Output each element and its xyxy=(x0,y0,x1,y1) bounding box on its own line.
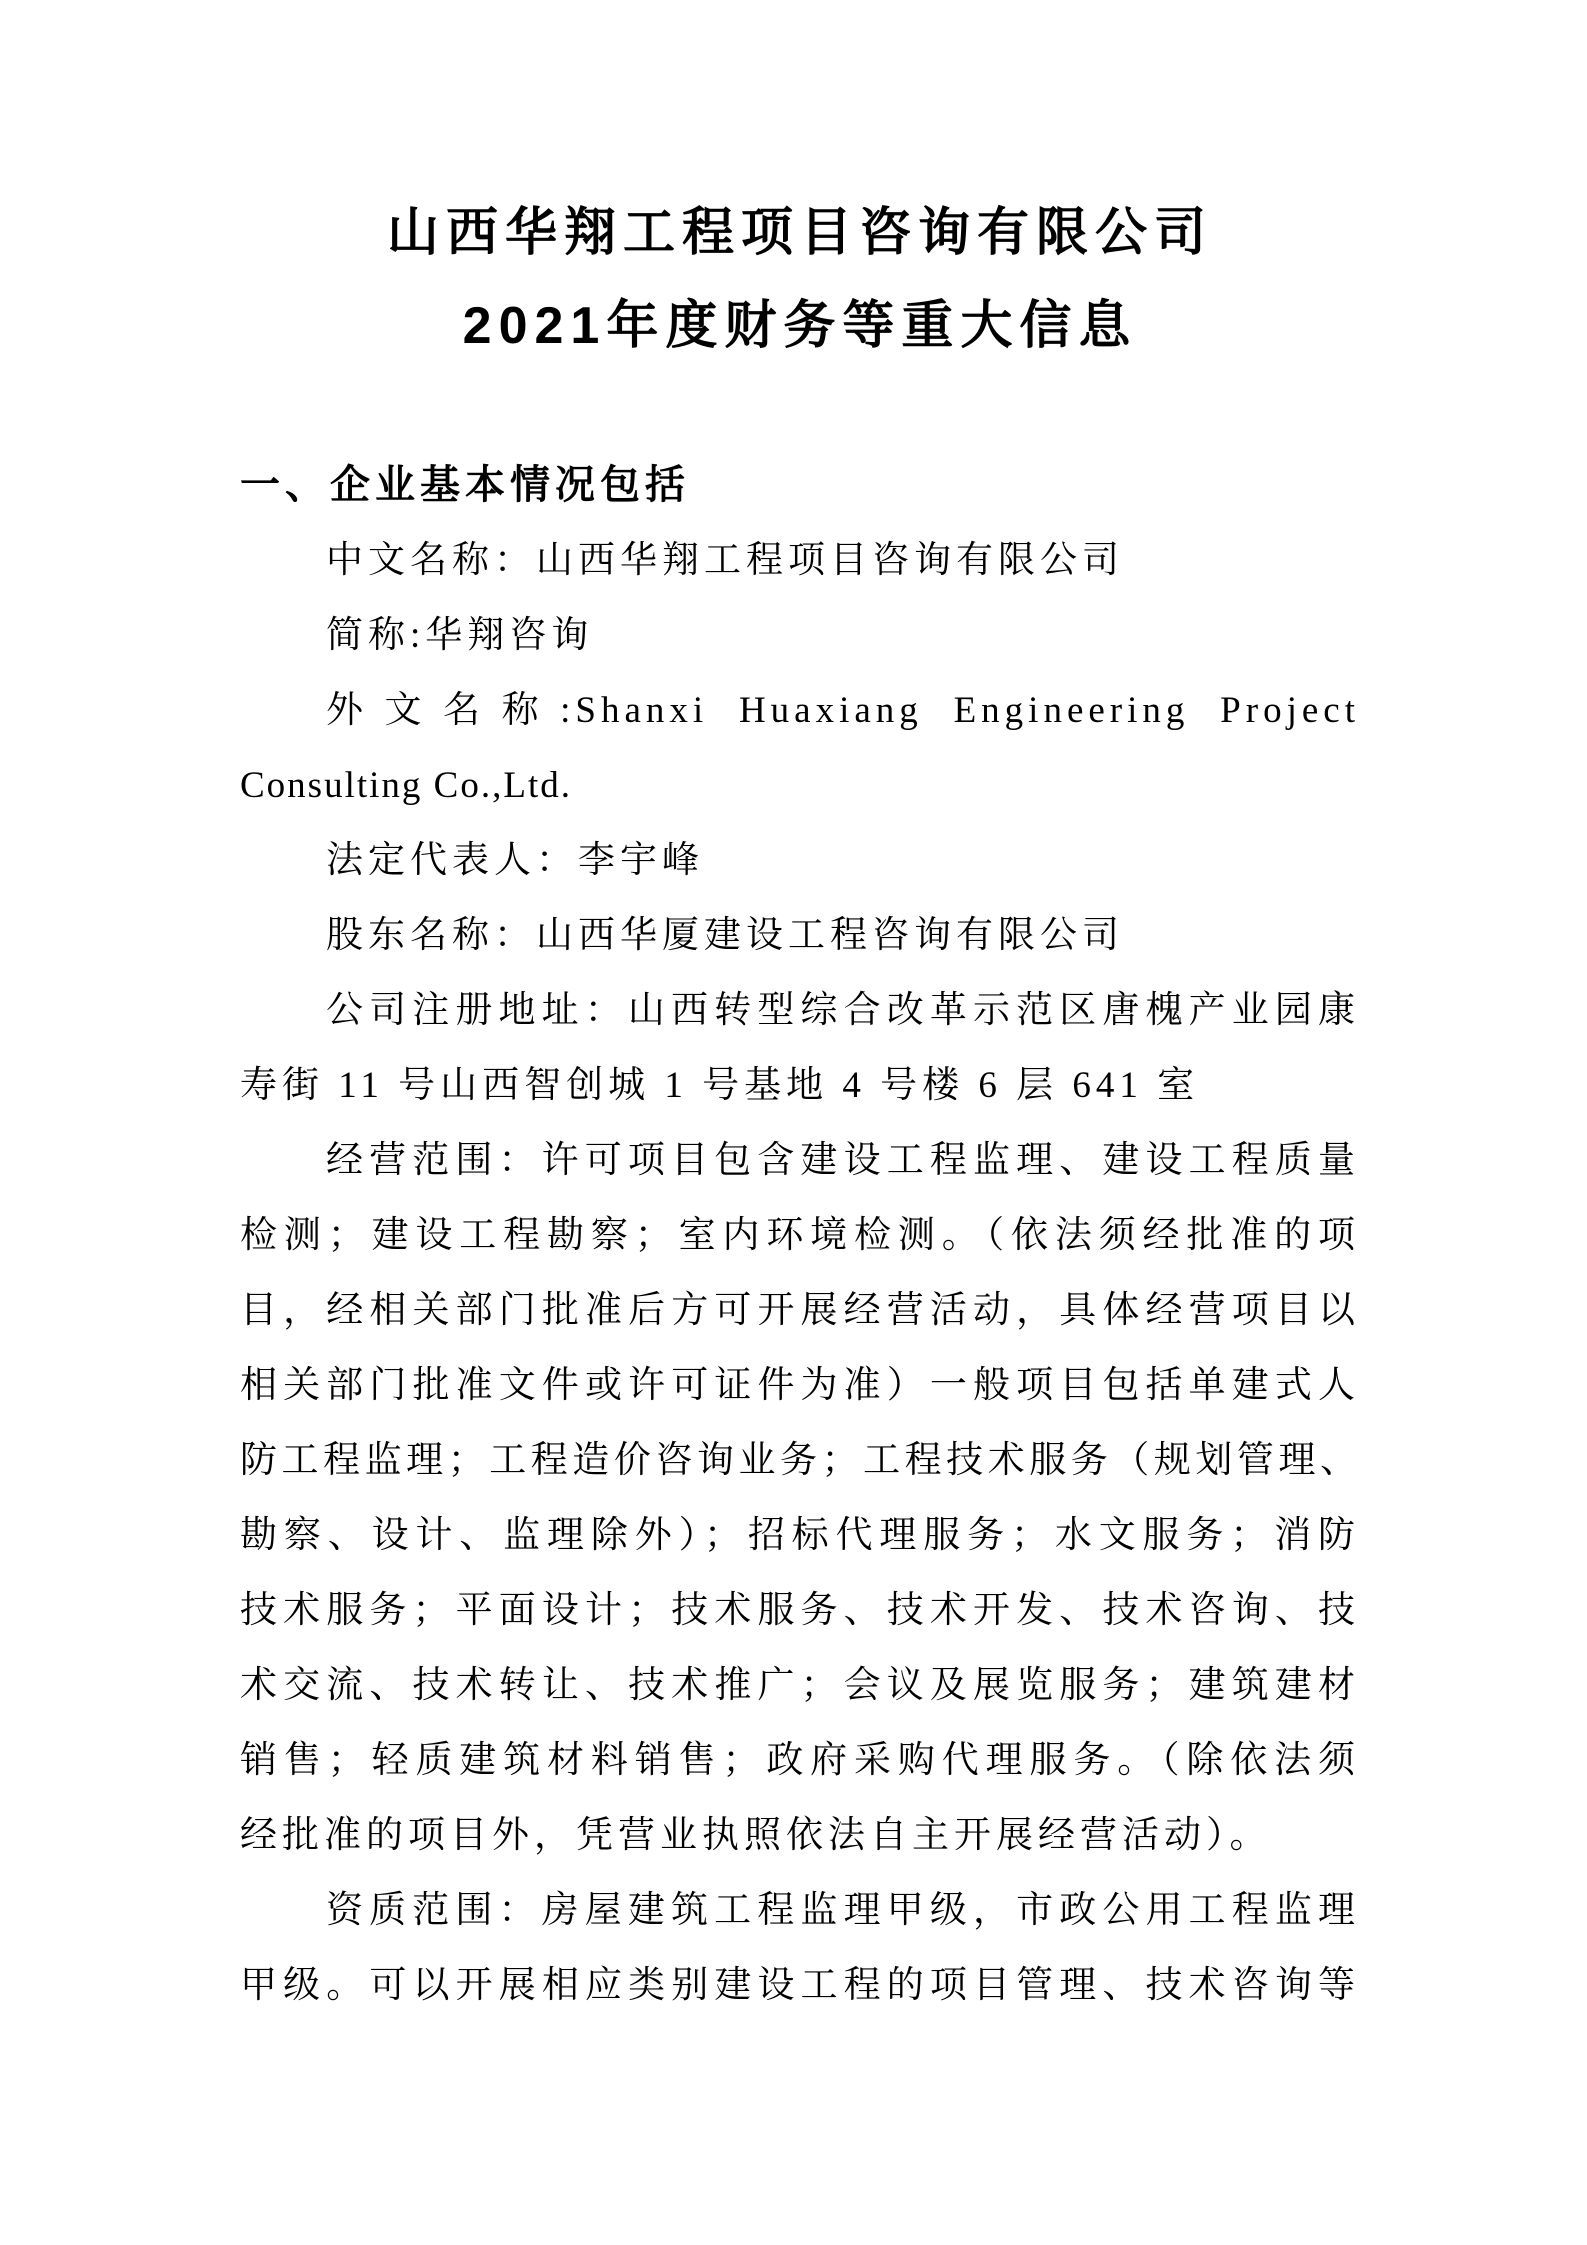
document-title-line-1: 山西华翔工程项目咨询有限公司 xyxy=(386,204,1213,262)
doc-line-qualification-2: 甲级。可以开展相应类别建设工程的项目管理、技术咨询等 xyxy=(240,1965,1360,2006)
document-title-line-2: 2021年度财务等重大信息 xyxy=(462,297,1138,355)
doc-line-chinese-name: 中文名称：山西华翔工程项目咨询有限公司 xyxy=(326,540,1124,581)
doc-line-scope-7: 技术服务；平面设计；技术服务、技术开发、技术咨询、技 xyxy=(240,1590,1360,1631)
doc-line-address-2: 寿街 11 号山西智创城 1 号基地 4 号楼 6 层 641 室 xyxy=(240,1065,1200,1106)
doc-line-english-name-1: 外文名称:Shanxi Huaxiang Engineering Project xyxy=(326,690,1360,731)
doc-line-scope-3: 目，经相关部门批准后方可开展经营活动，具体经营项目以 xyxy=(240,1290,1360,1331)
section-heading: 一、企业基本情况包括 xyxy=(240,463,690,507)
doc-line-scope-9: 销售；轻质建筑材料销售；政府采购代理服务。（除依法须 xyxy=(240,1740,1360,1781)
doc-line-scope-8: 术交流、技术转让、技术推广；会议及展览服务；建筑建材 xyxy=(240,1665,1360,1706)
title-body-spacer xyxy=(240,373,1360,448)
doc-line-scope-1: 经营范围：许可项目包含建设工程监理、建设工程质量 xyxy=(326,1140,1360,1181)
doc-line-legal-rep: 法定代表人：李宇峰 xyxy=(326,840,704,881)
doc-line-address-1: 公司注册地址：山西转型综合改革示范区唐槐产业园康 xyxy=(326,990,1360,1031)
doc-line-qualification-1: 资质范围：房屋建筑工程监理甲级，市政公用工程监理 xyxy=(326,1890,1360,1931)
doc-line-scope-10: 经批准的项目外，凭营业执照依法自主开展经营活动）。 xyxy=(240,1815,1272,1856)
document-content xyxy=(240,187,1360,2023)
doc-line-scope-2: 检测；建设工程勘察；室内环境检测。（依法须经批准的项 xyxy=(240,1215,1360,1256)
doc-line-scope-5: 防工程监理；工程造价咨询业务；工程技术服务（规划管理、 xyxy=(240,1440,1360,1481)
doc-line-scope-6: 勘察、设计、监理除外）；招标代理服务；水文服务；消防 xyxy=(240,1515,1360,1556)
doc-line-english-name-2: Consulting Co.,Ltd. xyxy=(240,765,572,806)
doc-line-scope-4: 相关部门批准文件或许可证件为准）一般项目包括单建式人 xyxy=(240,1365,1360,1406)
doc-line-short-name: 简称:华翔咨询 xyxy=(326,615,594,656)
doc-line-shareholder: 股东名称：山西华厦建设工程咨询有限公司 xyxy=(326,915,1124,956)
